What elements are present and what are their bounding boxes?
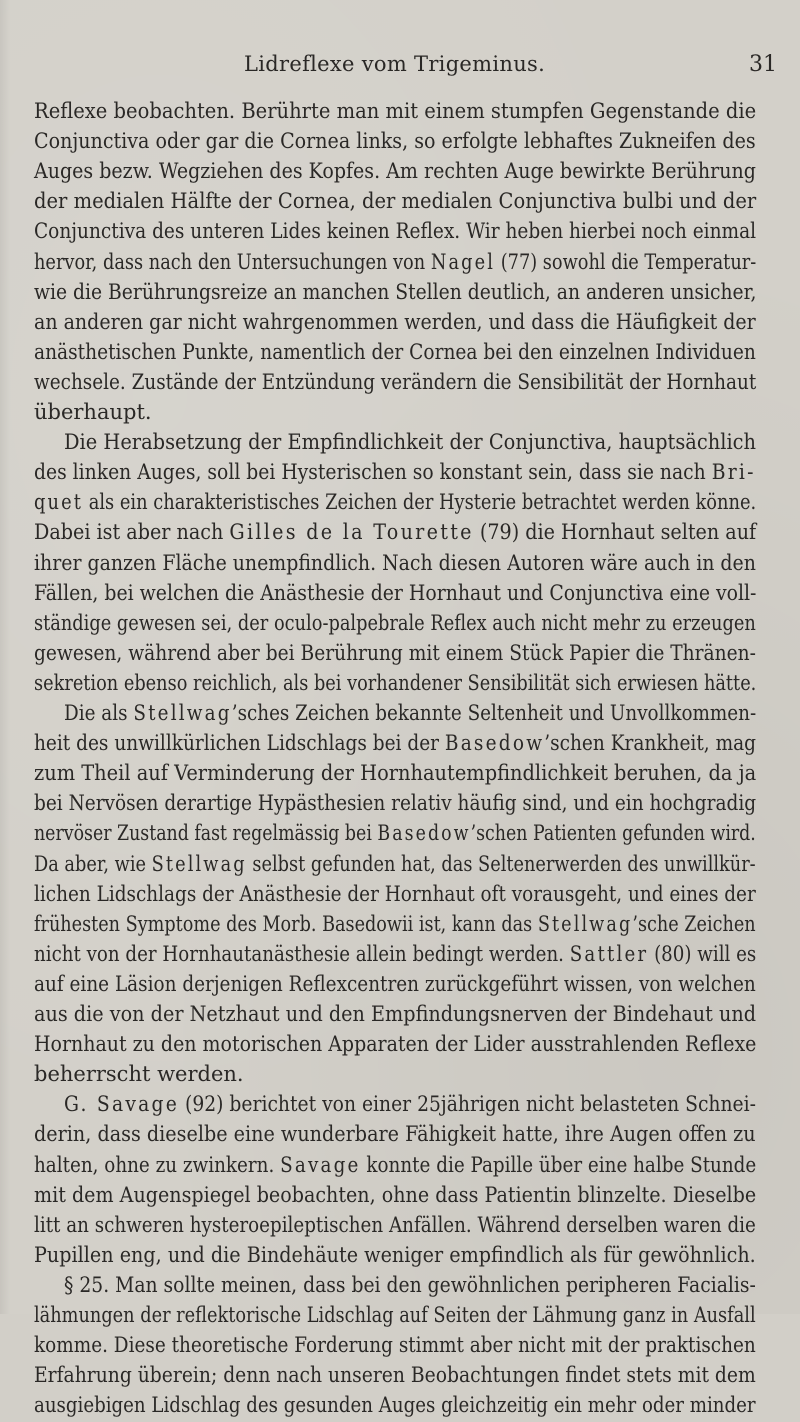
- text-line: [34, 967, 756, 1001]
- text-line: [34, 365, 756, 399]
- text-line: [34, 1388, 756, 1422]
- text-line: [34, 184, 756, 218]
- author-name: Bri-: [711, 460, 756, 485]
- running-header-title: Lidreflexe vom Trigeminus.: [244, 52, 546, 76]
- text-segment: überhaupt.: [34, 400, 152, 424]
- author-name: G. Savage: [64, 1092, 180, 1117]
- text-line: [34, 154, 756, 188]
- text-line: [34, 245, 756, 279]
- author-name: Basedow: [377, 821, 471, 846]
- author-name: Basedow: [444, 731, 545, 756]
- text-line: [34, 546, 756, 580]
- text-segment: der medialen Hälfte der Cornea, der medialen Conjunctiva bulbi und der: [34, 189, 757, 214]
- text-segment: zum Theil auf Verminderung der Hornhautempfindlichkeit beruhen, da ja: [34, 761, 757, 786]
- text-segment: derin, dass dieselbe eine wunderbare Fähigkeit hatte, ihre Augen offen zu: [34, 1122, 756, 1147]
- text-segment: gewesen, während aber bei Berührung mit einem Stück Papier die Thränen-: [34, 640, 756, 665]
- author-name: Sattler: [569, 941, 649, 966]
- text-segment: Pupillen eng, und die Bindehäute weniger empfindlich als für gewöhnlich.: [34, 1242, 756, 1267]
- text-segment: konnte die Papille über eine halbe Stunde: [360, 1152, 757, 1177]
- text-segment: beherrscht werden.: [34, 1062, 244, 1087]
- text-segment: ’sches Zeichen bekannte Seltenheit und Unvollkommen-: [231, 701, 757, 725]
- text-line: [34, 666, 756, 700]
- text-segment: als ein charakteristisches Zeichen der Hysterie betrachtet werden könne.: [83, 490, 757, 515]
- text-segment: Auges bezw. Wegziehen des Kopfes. Am rechten Auge bewirkte Berührung: [34, 159, 756, 184]
- text-segment: (79) die Hornhaut selten auf: [473, 520, 757, 545]
- text-line: [34, 275, 756, 309]
- text-line: [34, 485, 756, 519]
- text-line: [34, 606, 756, 640]
- text-segment: aus die von der Netzhaut und den Empfindungsnerven der Bindehaut und: [34, 1002, 757, 1026]
- text-segment: sekretion ebenso reichlich, als bei vorhandener Sensibilität sich erwiesen hätte.: [34, 670, 757, 695]
- text-line: [34, 1328, 756, 1362]
- text-line: [34, 816, 756, 850]
- text-segment: ständige gewesen sei, der oculo-palpebrale Reflex auch nicht mehr zu erzeugen: [34, 610, 756, 635]
- text-line: [34, 1178, 756, 1212]
- text-line: [34, 847, 756, 881]
- text-segment: mit dem Augenspiegel beobachten, ohne dass Patientin blinzelte. Dieselbe: [34, 1182, 757, 1207]
- text-line: [34, 1057, 244, 1091]
- text-segment: ’sche Zeichen: [632, 911, 756, 936]
- text-segment: wechsele. Zustände der Entzündung verändern die Sensibilität der Hornhaut: [34, 369, 757, 394]
- author-name: Stellwag: [151, 851, 247, 876]
- text-segment: auf eine Läsion derjenigen Reflexcentren zurückgeführt wissen, von welchen: [34, 971, 756, 996]
- text-line: [64, 1268, 756, 1302]
- text-line: [34, 1027, 756, 1061]
- text-line: [34, 395, 152, 429]
- text-segment: ’schen Patienten gefunden wird.: [470, 821, 756, 846]
- text-segment: litt an schweren hysteroepileptischen Anfällen. Während derselben waren die: [34, 1212, 756, 1237]
- running-header: [0, 52, 800, 86]
- text-segment: an anderen gar nicht wahrgenommen werden, und dass die Häufigkeit der: [34, 309, 756, 334]
- text-segment: Conjunctiva des unteren Lides keinen Reflex. Wir heben hierbei noch einmal: [34, 219, 757, 244]
- text-line: [34, 636, 756, 670]
- text-line: [34, 1298, 756, 1332]
- text-line: [34, 907, 756, 941]
- text-line: [34, 786, 756, 820]
- text-line: [34, 124, 756, 158]
- author-name: Gilles de la Tourette: [229, 520, 474, 545]
- text-line: [34, 335, 756, 369]
- text-line: [64, 425, 756, 459]
- text-line: [34, 1238, 756, 1272]
- text-segment: (92) berichtet von einer 25jährigen nicht belasteten Schnei-: [179, 1092, 756, 1117]
- author-name: Stellwag: [133, 701, 232, 725]
- text-line: [34, 515, 756, 549]
- text-segment: anästhetischen Punkte, namentlich der Cornea bei den einzelnen Individuen: [34, 339, 756, 364]
- text-segment: Die Herabsetzung der Empfindlichkeit der Conjunctiva, hauptsächlich: [64, 430, 757, 455]
- text-line: [34, 726, 756, 760]
- text-segment: Fällen, bei welchen die Anästhesie der Hornhaut und Conjunctiva eine voll-: [34, 580, 757, 605]
- text-segment: Die als: [64, 701, 134, 725]
- text-segment: nicht von der Hornhautanästhesie allein bedingt werden.: [34, 941, 570, 966]
- text-line: [64, 1087, 756, 1121]
- text-segment: frühesten Symptome des Morb. Basedowii ist, kann das: [34, 911, 538, 936]
- text-segment: Hornhaut zu den motorischen Apparaten der Lider ausstrahlenden Reflexe: [34, 1032, 757, 1057]
- author-name: quet: [34, 490, 84, 515]
- text-line: [34, 576, 756, 610]
- text-line: [34, 877, 756, 911]
- text-segment: lähmungen der reflektorische Lidschlag auf Seiten der Lähmung ganz in Ausfall: [34, 1303, 756, 1327]
- text-segment: ihrer ganzen Fläche unempfindlich. Nach diesen Autoren wäre auch in den: [34, 550, 756, 575]
- author-name: Savage: [280, 1152, 361, 1177]
- text-segment: Conjunctiva oder gar die Cornea links, so erfolgte lebhaftes Zukneifen des: [34, 129, 756, 154]
- text-segment: § 25. Man sollte meinen, dass bei den gewöhnlichen peripheren Facialis-: [64, 1272, 756, 1297]
- text-segment: komme. Diese theoretische Forderung stimmt aber nicht mit der praktischen: [34, 1333, 756, 1358]
- text-segment: (77) sowohl die Temperatur-: [495, 249, 757, 274]
- text-line: [34, 997, 756, 1031]
- text-line: [34, 305, 756, 339]
- text-line: [34, 1148, 756, 1182]
- text-line: [34, 94, 756, 128]
- text-line: [64, 696, 756, 730]
- text-segment: nervöser Zustand fast regelmässig bei: [34, 821, 378, 846]
- text-segment: lichen Lidschlags der Anästhesie der Hornhaut oft vorausgeht, und eines der: [34, 881, 756, 906]
- text-segment: halten, ohne zu zwinkern.: [34, 1152, 281, 1177]
- text-line: [34, 937, 756, 971]
- author-name: Nagel: [430, 249, 496, 274]
- text-line: [34, 756, 756, 790]
- text-line: [34, 455, 756, 489]
- text-segment: heit des unwillkürlichen Lidschlags bei der: [34, 731, 445, 756]
- text-line: [34, 1117, 756, 1151]
- page-number: 31: [749, 52, 777, 77]
- text-line: [34, 1358, 756, 1392]
- text-segment: des linken Auges, soll bei Hysterischen so konstant sein, dass sie nach: [34, 460, 712, 485]
- text-segment: ausgiebigen Lidschlag des gesunden Auges gleichzeitig ein mehr oder minder: [34, 1393, 756, 1418]
- text-segment: wie die Berührungsreize an manchen Stellen deutlich, an anderen unsicher,: [34, 279, 757, 304]
- text-line: [34, 1208, 756, 1242]
- page-gutter-shadow: [0, 0, 10, 1314]
- text-segment: Dabei ist aber nach: [34, 520, 230, 545]
- text-segment: (80) will es: [648, 941, 757, 966]
- text-segment: hervor, dass nach den Untersuchungen von: [34, 249, 431, 274]
- author-name: Stellwag: [537, 911, 633, 936]
- text-segment: ’schen Krankheit, mag: [544, 731, 757, 756]
- text-segment: Erfahrung überein; denn nach unseren Beobachtungen findet stets mit dem: [34, 1363, 756, 1388]
- text-line: [34, 214, 756, 248]
- text-segment: selbst gefunden hat, das Seltenerwerden des unwillkür-: [246, 851, 756, 876]
- text-segment: Da aber, wie: [34, 851, 152, 876]
- text-segment: bei Nervösen derartige Hypästhesien relativ häufig sind, und ein hochgradig: [34, 791, 757, 816]
- text-segment: Reflexe beobachten. Berührte man mit einem stumpfen Gegenstande die: [34, 99, 757, 123]
